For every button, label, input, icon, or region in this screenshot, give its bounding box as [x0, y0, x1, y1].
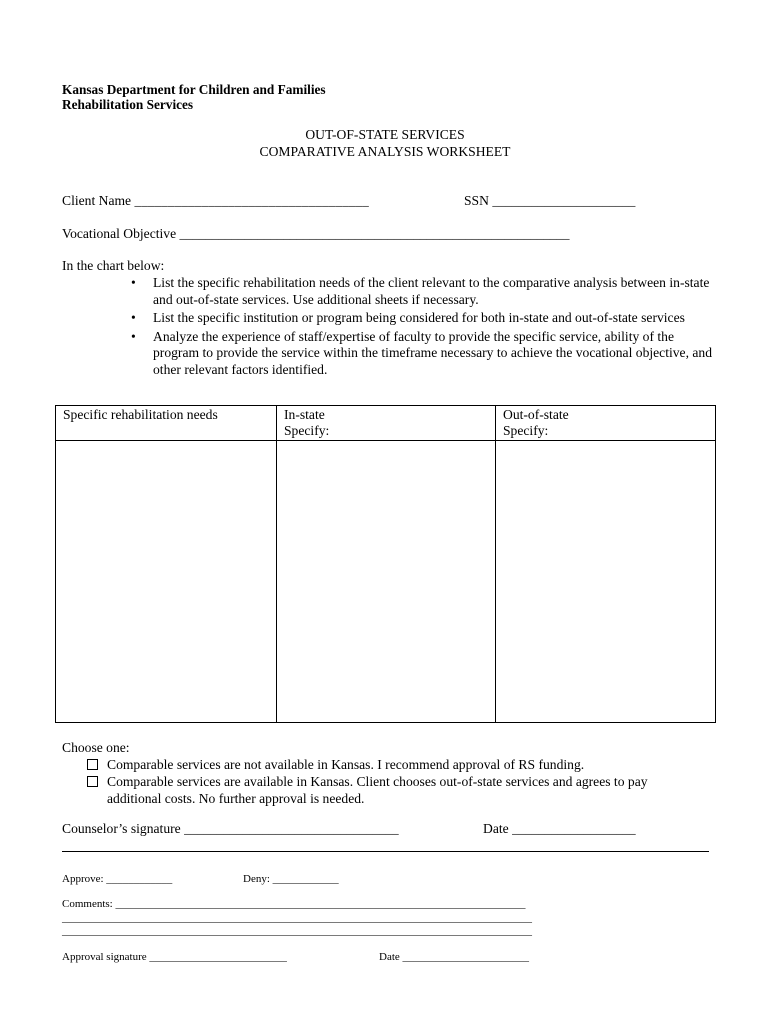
counselor-date-label: Date	[483, 821, 509, 836]
client-name-label: Client Name	[62, 193, 132, 208]
client-name-row	[62, 193, 369, 209]
instruction-item	[129, 329, 719, 379]
chart-header-row	[56, 406, 716, 441]
instruction-item	[129, 310, 719, 327]
counselor-date-row	[483, 821, 636, 837]
out-of-state-specify: Specify:	[503, 423, 549, 438]
out-of-state-entry-cell[interactable]	[496, 441, 716, 723]
comments-row	[62, 898, 525, 910]
vocational-objective-field[interactable]: ____________________________________________________________	[179, 226, 570, 241]
approve-field[interactable]: ____________	[106, 873, 173, 885]
chart-header-out-of-state	[496, 406, 716, 441]
ssn-field[interactable]: ______________________	[492, 193, 636, 208]
bullet-icon: •	[131, 275, 136, 290]
in-state-specify: Specify:	[284, 423, 330, 438]
instruction-text: List the specific institution or program being considered for both in-state and out-of-state services	[153, 310, 685, 325]
comments-field-line2[interactable]: ______________________________________________________________________________________________	[62, 913, 532, 924]
comments-field-line1[interactable]: __________________________________________________________________________________	[115, 899, 526, 910]
comparison-chart	[55, 405, 716, 723]
comments-label: Comments:	[62, 898, 113, 910]
approval-signature-label: Approval signature	[62, 951, 147, 963]
chart-header-needs: Specific rehabilitation needs	[56, 406, 277, 441]
counselor-signature-label: Counselor’s signature	[62, 821, 181, 836]
option-not-available	[87, 756, 687, 773]
instructions-intro: In the chart below:	[62, 258, 165, 273]
counselor-signature-row	[62, 821, 399, 837]
in-state-entry-cell[interactable]	[277, 441, 496, 723]
chart-body-row	[56, 441, 716, 723]
division-name: Rehabilitation Services	[62, 97, 194, 112]
vocational-objective-row	[62, 226, 570, 242]
comments-field-line3[interactable]: ______________________________________________________________________________________________	[62, 926, 532, 937]
instruction-item	[129, 275, 719, 308]
checkbox-not-available[interactable]	[87, 759, 98, 770]
option-available	[87, 773, 687, 807]
instruction-text: List the specific rehabilitation needs of the client relevant to the comparative analysis between in-state and out-of-state services. Use additional sheets if necessary.	[153, 275, 710, 307]
out-of-state-label: Out-of-state	[503, 407, 569, 422]
in-state-label: In-state	[284, 407, 325, 422]
bullet-icon: •	[131, 328, 136, 344]
approval-date-label: Date	[379, 951, 400, 963]
approval-signature-row	[62, 951, 287, 963]
checkbox-available[interactable]	[87, 776, 98, 787]
counselor-signature-field[interactable]: _________________________________	[184, 821, 399, 836]
ssn-row	[464, 193, 635, 209]
needs-entry-cell[interactable]	[56, 441, 277, 723]
ssn-label: SSN	[464, 193, 489, 208]
approve-row	[62, 873, 172, 885]
approval-date-row	[379, 951, 529, 963]
section-divider	[62, 851, 709, 852]
choose-one-label: Choose one:	[62, 740, 130, 755]
bullet-icon: •	[131, 310, 136, 325]
instruction-text: Analyze the experience of staff/expertise of faculty to provide the specific service, ability of the program to provide the service within the timeframe necessary to achieve the vocational objective, and other relevant factors identified.	[153, 328, 713, 377]
form-title-line2: COMPARATIVE ANALYSIS WORKSHEET	[259, 144, 511, 159]
deny-field[interactable]: ____________	[272, 873, 339, 885]
approval-signature-field[interactable]: _________________________	[149, 951, 287, 963]
instructions-list	[129, 275, 719, 380]
client-name-field[interactable]: ___________________________________	[134, 193, 369, 208]
approval-date-field[interactable]: _______________________	[402, 951, 530, 963]
deny-row	[243, 873, 339, 885]
agency-name: Kansas Department for Children and Families	[62, 82, 326, 97]
vocational-objective-label: Vocational Objective	[62, 226, 177, 241]
option-not-available-text: Comparable services are not available in Kansas. I recommend approval of RS funding.	[107, 757, 585, 772]
chart-header-in-state	[277, 406, 496, 441]
approve-label: Approve:	[62, 873, 104, 885]
option-available-text: Comparable services are available in Kansas. Client chooses out-of-state services and agrees to pay additional costs. No further approval is needed.	[107, 774, 648, 806]
deny-label: Deny:	[243, 873, 270, 885]
form-title-line1: OUT-OF-STATE SERVICES	[305, 127, 465, 142]
counselor-date-field[interactable]: ___________________	[512, 821, 636, 836]
